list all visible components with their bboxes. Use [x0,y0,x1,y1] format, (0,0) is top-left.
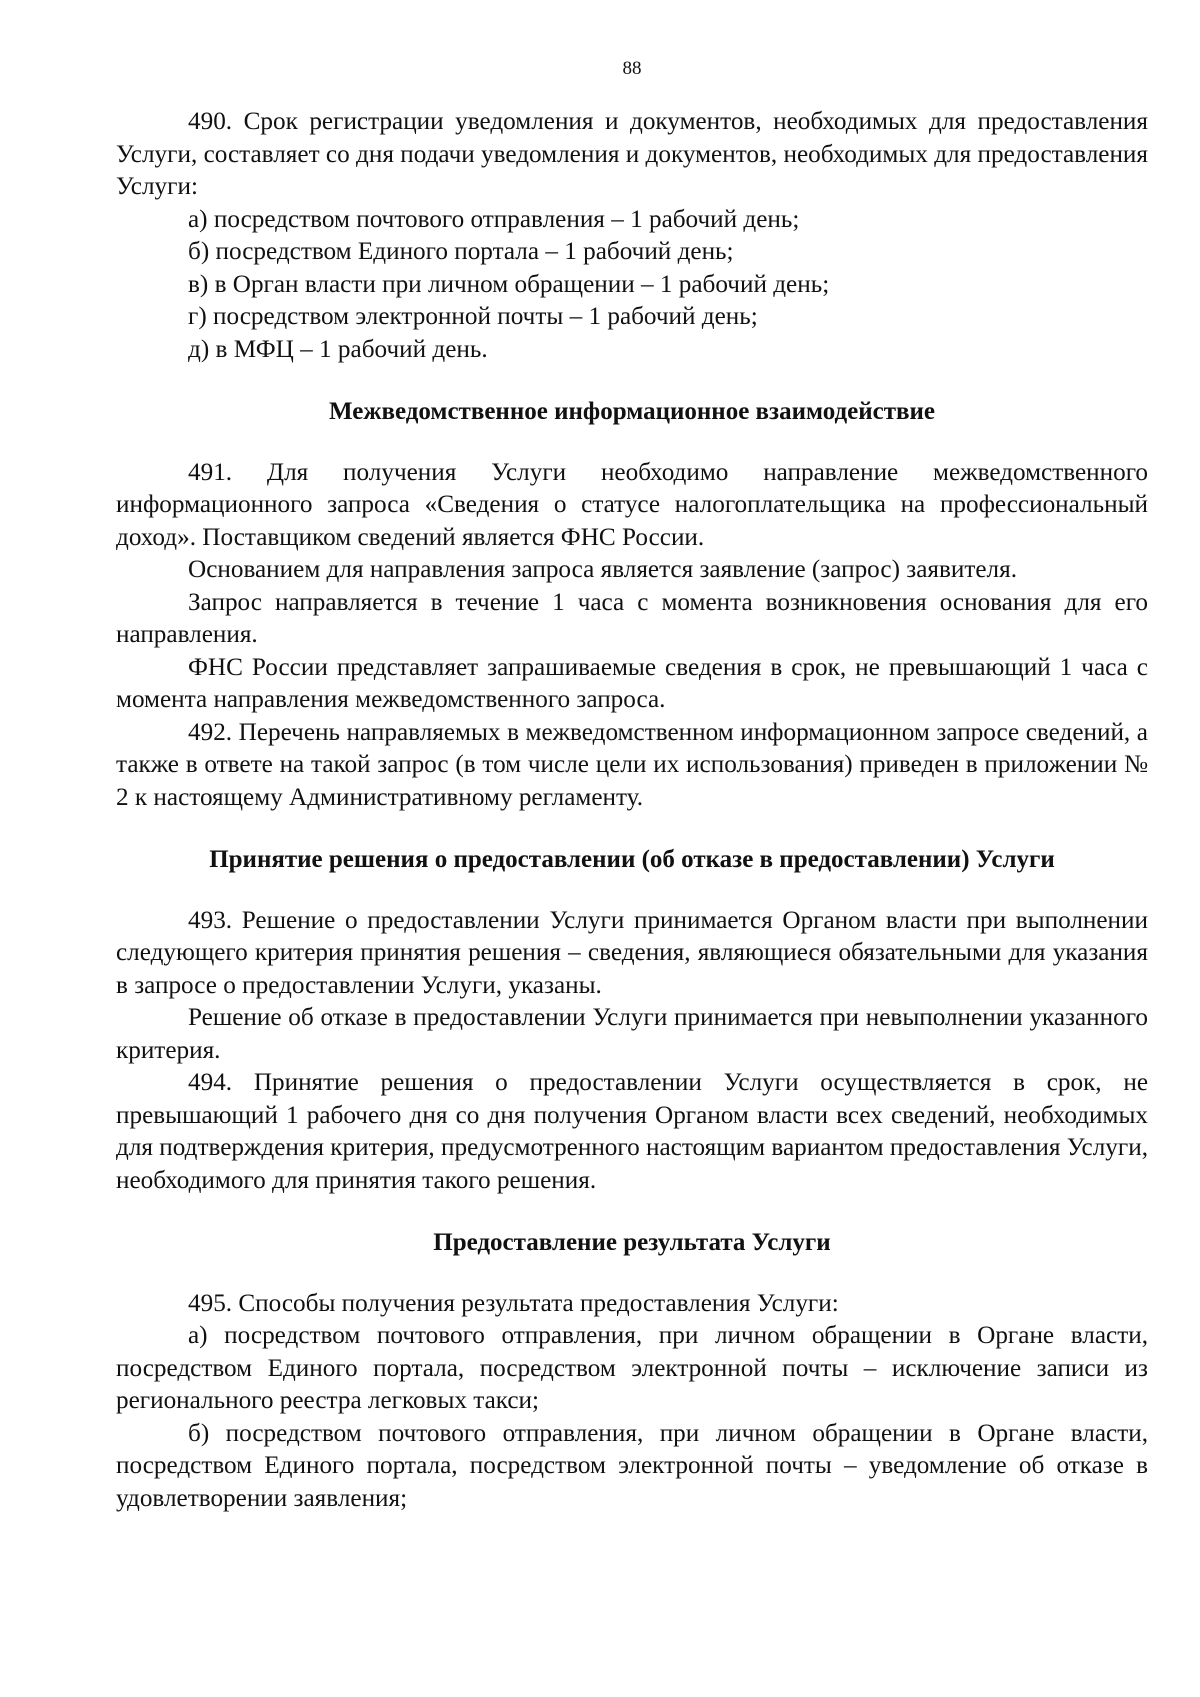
paragraph-495-b: б) посредством почтового отправления, при личном обращении в Органе власти, посредством Единого портала, посредством электронной почты – уведомление об отказе в удовлетворении заявления; [116,1419,1148,1512]
paragraph-493: 493. Решение о предоставлении Услуги принимается Органом власти при выполнении следующего критерия принятия решения – сведения, являющиеся обязательными для указания в запросе о предоставлении Услуги, указаны. [116,906,1148,999]
paragraph-495-a: а) посредством почтового отправления, при личном обращении в Органе власти, посредством Единого портала, посредством электронной почты – исключение записи из регионального реестра легковых такси; [116,1322,1148,1414]
list-item: д) в МФЦ – 1 рабочий день. [188,335,488,363]
paragraph-493-refusal: Решение об отказе в предоставлении Услуги принимается при невыполнении указанного критерия. [116,1004,1148,1064]
section-heading-interagency: Межведомственное информационное взаимодействие [329,398,935,425]
list-item: б) посредством Единого портала – 1 рабочий день; [188,238,734,265]
paragraph-491: 491. Для получения Услуги необходимо направление межведомственного информационного запроса «Сведения о статусе налогоплательщика на профессиональный доход». Поставщиком сведений является ФНС России. [116,458,1148,551]
list-item: а) посредством почтового отправления – 1 рабочий день; [188,205,800,233]
page-number: 88 [622,58,642,79]
section-heading-result: Предоставление результата Услуги [433,1229,831,1256]
paragraph-491-fns: ФНС России представляет запрашиваемые сведения в срок, не превышающий 1 часа с момента направления межведомственного запроса. [116,653,1148,713]
paragraph-494: 494. Принятие решения о предоставлении Услуги осуществляется в срок, не превышающий 1 рабочего дня со дня получения Органом власти всех сведений, необходимых для подтверждения критерия, предусмотренного настоящим вариантом предоставления Услуги, необходимого для принятия такого решения. [116,1069,1148,1194]
list-item: в) в Орган власти при личном обращении – 1 рабочий день; [188,270,830,298]
paragraph-491-basis: Основанием для направления запроса является заявление (запрос) заявителя. [188,556,1017,583]
paragraph-491-sent: Запрос направляется в течение 1 часа с момента возникновения основания для его направления. [116,588,1148,648]
list-item: г) посредством электронной почты – 1 рабочий день; [188,303,758,330]
paragraph-490: 490. Срок регистрации уведомления и документов, необходимых для предоставления Услуги, составляет со дня подачи уведомления и документов, необходимых для предоставления Услуги: [116,108,1148,200]
document-page [116,58,1148,1515]
section-heading-decision: Принятие решения о предоставлении (об отказе в предоставлении) Услуги [209,846,1055,873]
paragraph-492: 492. Перечень направляемых в межведомственном информационном запросе сведений, а также в ответе на такой запрос (в том числе цели их использования) приведен в приложении № 2 к настоящему Административному регламенту. [116,718,1148,811]
paragraph-495: 495. Способы получения результата предоставления Услуги: [188,1289,839,1317]
